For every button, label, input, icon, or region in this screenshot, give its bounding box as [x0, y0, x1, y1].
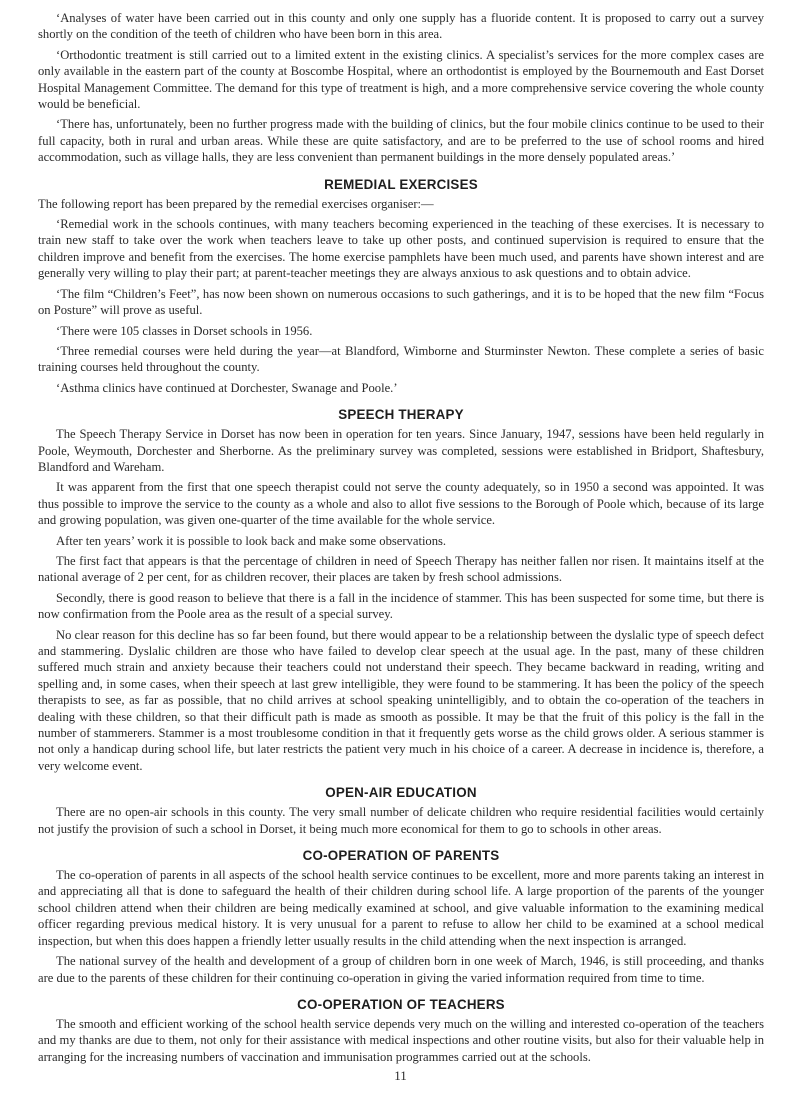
section-heading: CO-OPERATION OF TEACHERS	[297, 996, 505, 1012]
paragraph: ‘Orthodontic treatment is still carried out to a limited extent in the existing clinics. A specialist’s services for the more complex cases are only available in the eastern part of the county at Boscombe Hospital, where an orthodontist is employed by the Bournemouth and East Dorset Hospital Management Committee. The demand for this type of treatment is high, and a more comprehensive service covering the whole county would be beneficial.	[38, 47, 764, 112]
paragraph: The co-operation of parents in all aspects of the school health service continues to be excellent, more and more parents taking an interest in and appreciating all that is done to safeguard the health of their children during school life. A large proportion of the parents of the younger school children attend when their children are being medically examined at school, and give valuable information to the examining medical officer regarding previous medical history. It is very unusual for a parent to refuse to allow her child to be examined at a school medical inspection, but when this does happen a friendly letter usually results in the child attending when the next inspection is arranged.	[38, 868, 764, 948]
paragraph: ‘Asthma clinics have continued at Dorchester, Swanage and Poole.’	[56, 380, 398, 395]
paragraph: The smooth and efficient working of the school health service depends very much on the willing and interested co-operation of the teachers and my thanks are due to them, not only for their assistance with medical inspections and other routine visits, but also for their valuable help in arranging for the increasing numbers of vaccination and immunisation programmes carried out at the schools.	[38, 1016, 764, 1064]
page-number: 11	[394, 1068, 407, 1083]
section-heading: REMEDIAL EXERCISES	[324, 176, 478, 192]
speech-therapy-section	[38, 406, 764, 774]
section-heading: SPEECH THERAPY	[338, 407, 464, 423]
co-operation-of-teachers-section	[38, 996, 764, 1065]
paragraph: ‘Analyses of water have been carried out in this county and only one supply has a fluoride content. It is proposed to carry out a survey shortly on the condition of the teeth of children who have been born in this area.	[38, 11, 764, 42]
co-operation-of-parents-section	[38, 847, 764, 986]
paragraph: The Speech Therapy Service in Dorset has now been in operation for ten years. Since January, 1947, sessions have been held regularly in Poole, Weymouth, Dorchester and Sherborne. As the preliminary survey was completed, sessions were established in Bridport, Shaftesbury, Blandford and Wareham.	[38, 427, 764, 474]
paragraph: ‘Three remedial courses were held during the year—at Blandford, Wimborne and Sturminster Newton. These complete a series of basic training courses held throughout the county.	[38, 343, 764, 375]
paragraph: ‘There were 105 classes in Dorset schools in 1956.	[56, 323, 313, 338]
intro-section	[38, 10, 764, 166]
paragraph: ‘Remedial work in the schools continues, with many teachers becoming experienced in the teaching of these exercises. It is necessary to train new staff to take over the work when teachers leave to take up other posts, and continued supervision is required to ensure that the children improve and benefit from the exercises. The home exercise pamphlets have been much used, and parents have shown interest and are generally very willing to play their part; at parent-teacher meetings they are always anxious to ask questions and to obtain advice.	[38, 217, 764, 281]
paragraph: It was apparent from the first that one speech therapist could not serve the county adequately, so in 1950 a second was appointed. It was thus possible to improve the service to the county as a whole and also to allot five sessions to the Borough of Poole which, because of its large and growing population, was given one-quarter of the time available for the whole service.	[38, 480, 764, 528]
paragraph: The following report has been prepared by the remedial exercises organiser:—	[38, 196, 434, 211]
paragraph: ‘The film “Children’s Feet”, has now been shown on numerous occasions to such gatherings, and it is to be hoped that the new film “Focus on Posture” will prove as useful.	[38, 286, 764, 318]
paragraph: The first fact that appears is that the percentage of children in need of Speech Therapy has neither fallen nor risen. It maintains itself at the national average of 2 per cent, for as children recover, their places are taken by fresh school admissions.	[38, 553, 764, 585]
paragraph: No clear reason for this decline has so far been found, but there would appear to be a relationship between the dyslalic type of speech defect and stammering. Dyslalic children are those who have failed to develop clear speech at the usual age. In the past, many of these children suffered much strain and anxiety because their teachers could not understand their speech. They became backward in reading, writing and spelling and, in some cases, when their speech at last grew intelligible, they were found to be stammering. It has been the policy of the speech therapists to see, as far as possible, that no child arrives at school speaking unintelligibly, and to obtain the co-operation of the teachers in dealing with these children, so that their difficult path is made as smooth as possible. It may be that the fruit of this policy is the fall in the number of stammerers. Stammer is a most troublesome condition in that it frequently gets worse as the child grows older. A serious stammer is not only a handicap during school life, but later restricts the patient very much in his choice of a career. A decrease in incidence is, therefore, a very welcome event.	[38, 627, 764, 773]
section-heading: CO-OPERATION OF PARENTS	[302, 848, 500, 864]
paragraph: After ten years’ work it is possible to look back and make some observations.	[56, 533, 447, 548]
section-heading: OPEN-AIR EDUCATION	[325, 785, 477, 801]
paragraph: The national survey of the health and development of a group of children born in one week of March, 1946, is still proceeding, and thanks are due to the parents of these children for their continuing co-operation in giving the varied information required from time to time.	[38, 954, 764, 985]
paragraph: There are no open-air schools in this county. The very small number of delicate children who require residential facilities would certainly not justify the provision of such a school in Dorset, it being much more economical for them to go to schools in other areas.	[38, 805, 764, 836]
paragraph: ‘There has, unfortunately, been no further progress made with the building of clinics, but the four mobile clinics continue to be used to their full capacity, both in rural and urban areas. While these are quite satisfactory, and are to be preferred to the use of school rooms and hired accommodation, such as village halls, they are less convenient than permanent buildings in the more densely populated areas.’	[38, 117, 764, 165]
paragraph: Secondly, there is good reason to believe that there is a fall in the incidence of stammer. This has been suspected for some time, but there is now confirmation from the Poole area as the result of a special survey.	[38, 590, 764, 622]
remedial-exercises-section	[38, 176, 764, 396]
open-air-education-section	[38, 784, 764, 837]
